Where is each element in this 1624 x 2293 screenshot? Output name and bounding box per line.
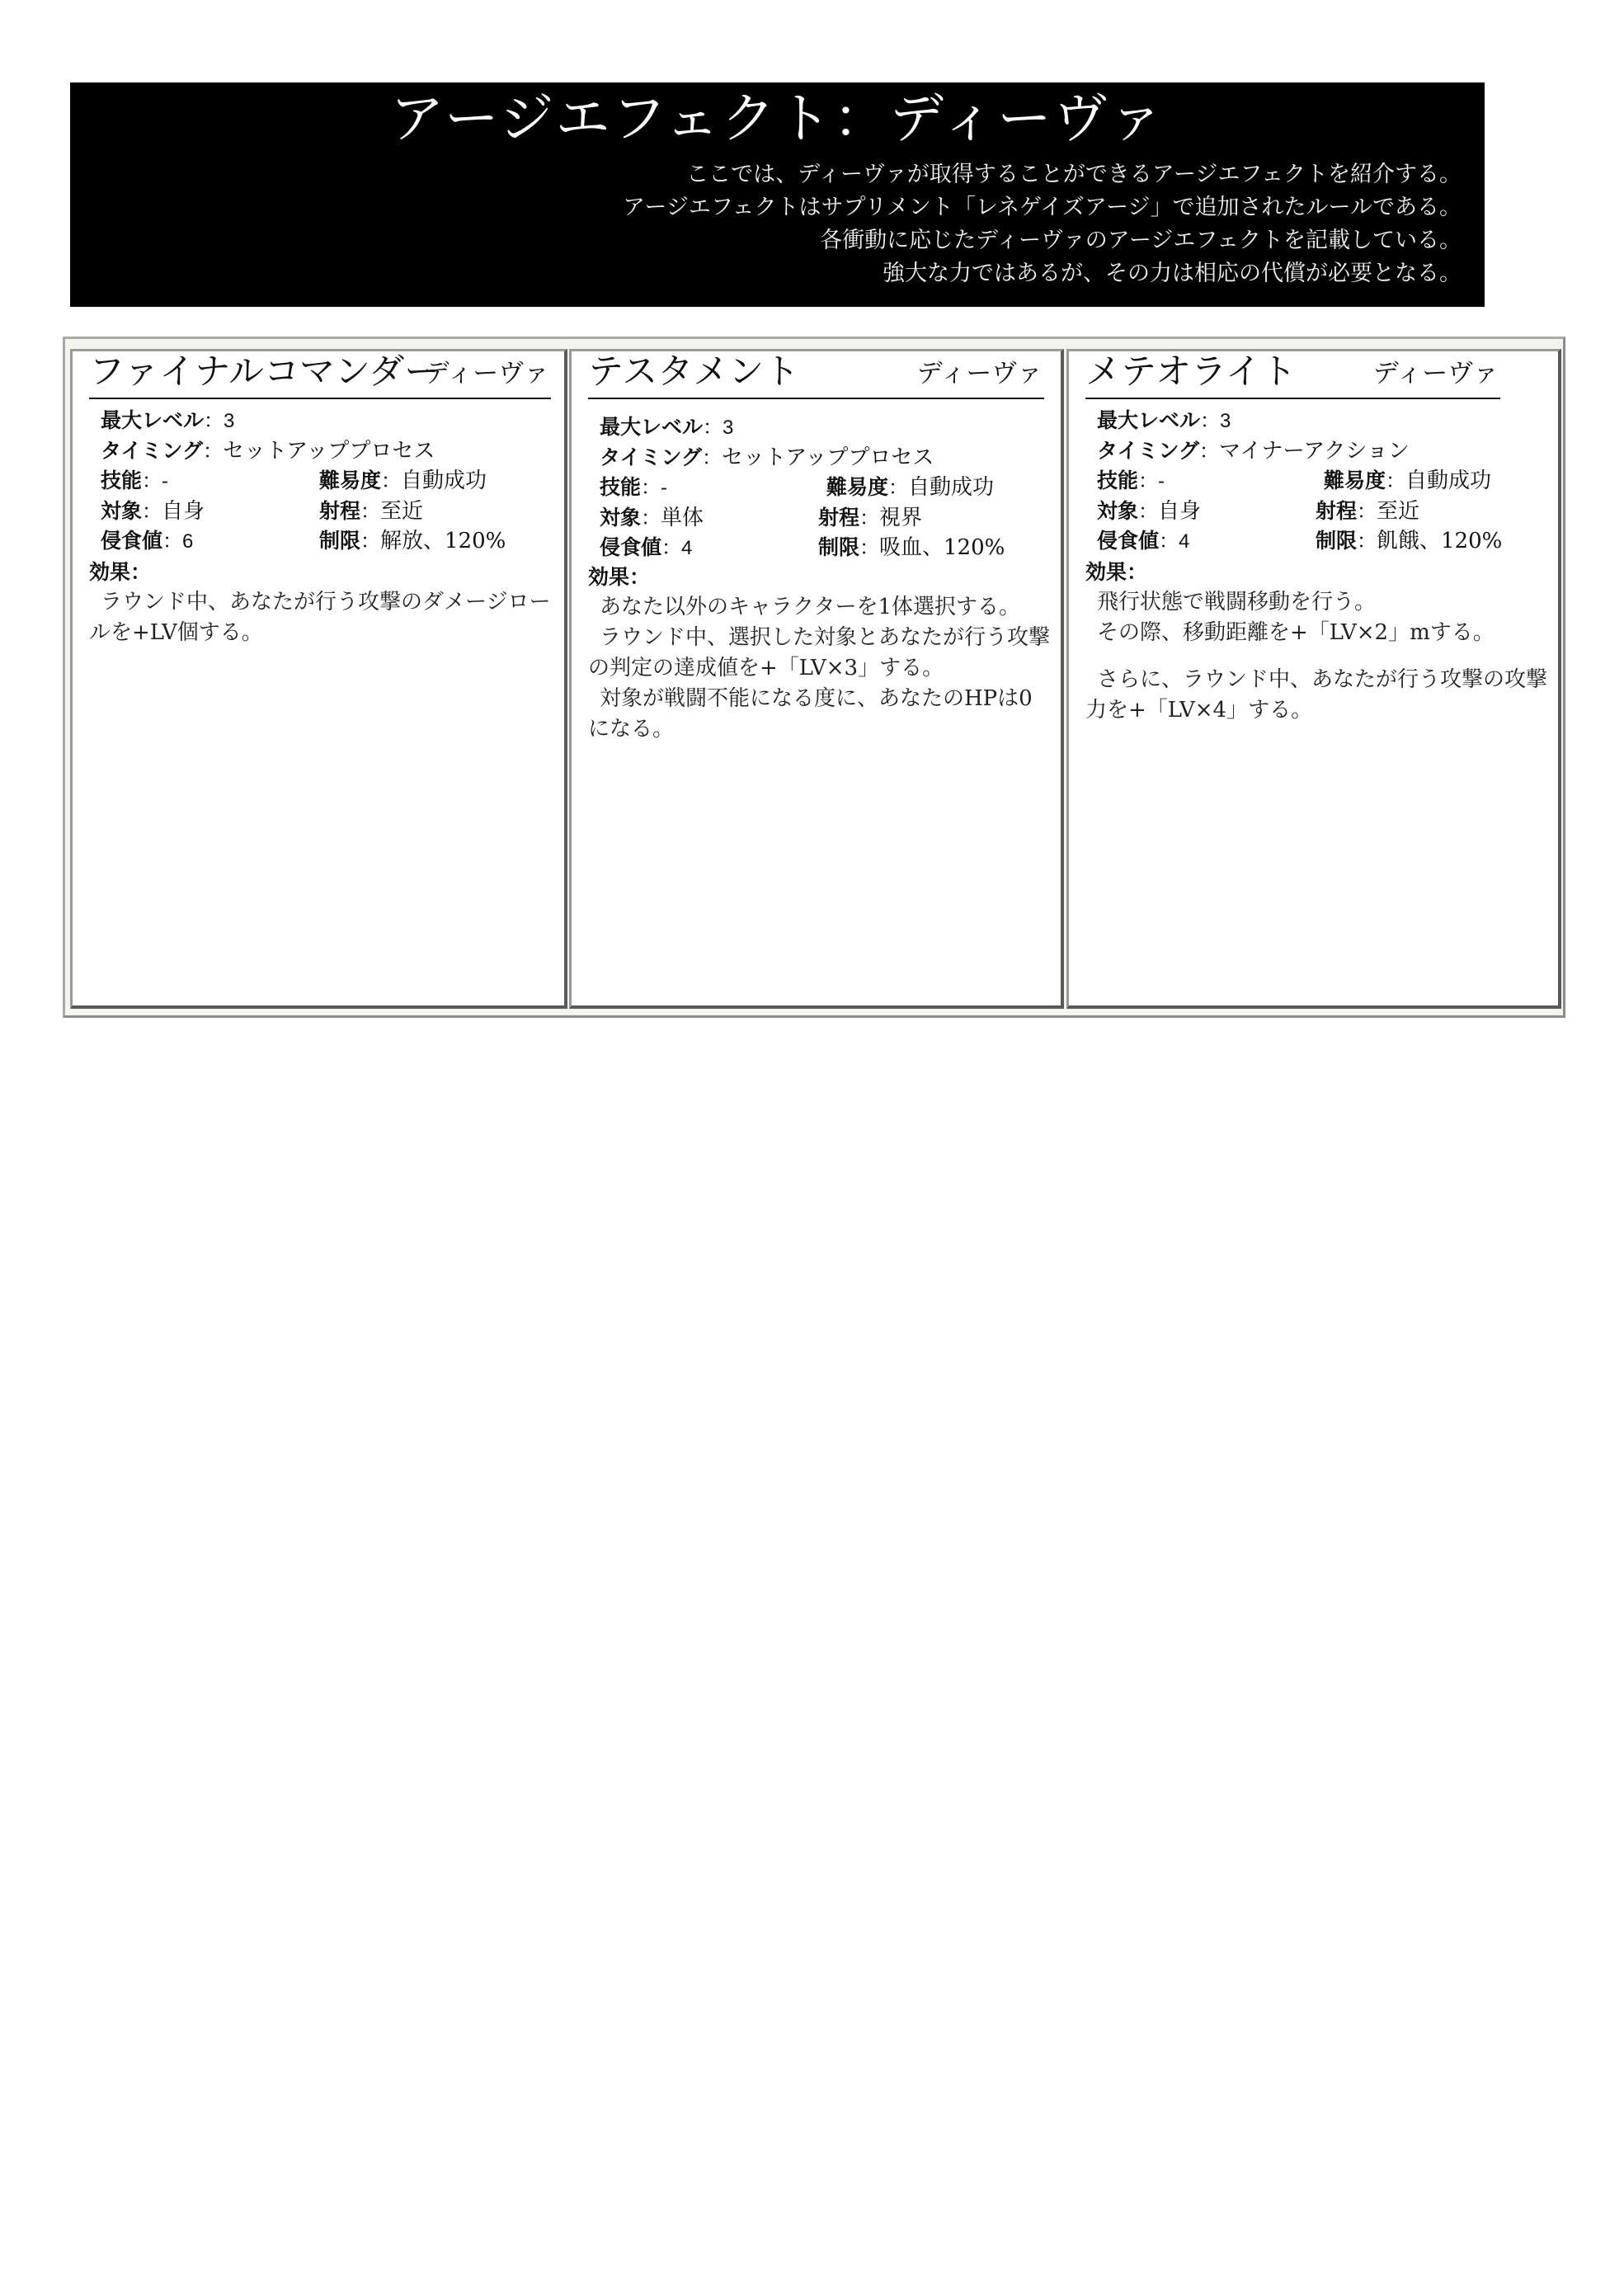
skill-label: 技能 <box>101 468 143 492</box>
range-value: 至近 <box>1377 498 1420 524</box>
separator: ： <box>1386 469 1406 492</box>
timing-label: タイミング <box>600 445 703 469</box>
max-level-label: 最大レベル <box>101 408 205 432</box>
difficulty-value: 自動成功 <box>401 468 487 493</box>
skill-value: - <box>162 470 169 492</box>
difficulty-value: 自動成功 <box>908 475 995 500</box>
limit-value: 飢餓、120% <box>1377 529 1503 553</box>
card-name: ファイナルコマンダー <box>89 351 440 393</box>
difficulty-label: 難易度 <box>319 468 382 492</box>
effect-line: 対象が戦闘不能になる度に、あなたのHPは0になる。 <box>588 686 1033 742</box>
timing-value: マイナーアクション <box>1219 438 1410 464</box>
intro-line: アージエフェクトはサプリメント「レネゲイズアージ」で追加されたルールである。 <box>623 195 1462 220</box>
effect-line: あなた以外のキャラクターを1体選択する。 <box>600 595 1021 619</box>
separator: ： <box>661 536 682 559</box>
effect-line: ラウンド中、選択した対象とあなたが行う攻撃の判定の達成値を+「LV×3」する。 <box>588 625 1051 680</box>
difficulty-value: 自動成功 <box>1405 468 1492 493</box>
card-stats <box>1097 406 1542 557</box>
effect-cards-table <box>63 337 1565 1018</box>
timing-label: タイミング <box>101 438 204 463</box>
target-value: 単体 <box>661 505 704 530</box>
limit-value: 吸血、120% <box>879 535 1005 560</box>
erosion-value: 6 <box>182 530 194 553</box>
range-label: 射程 <box>319 498 361 523</box>
effect-line: 飛行状態で戦闘移動を行う。 <box>1097 590 1377 614</box>
max-level-value: 3 <box>723 417 734 439</box>
skill-value: - <box>1158 470 1165 492</box>
effect-line: ラウンド中、あなたが行う攻撃のダメージロールを+LV個する。 <box>89 590 551 645</box>
effect-text <box>89 587 551 648</box>
separator: ： <box>203 439 224 463</box>
separator: ： <box>381 469 402 492</box>
separator: ： <box>859 506 880 530</box>
effect-spacer <box>1085 648 1547 665</box>
card-header <box>588 348 1044 399</box>
separator: ： <box>142 469 162 492</box>
limit-value: 解放、120% <box>380 529 506 553</box>
effect-label: 効果： <box>588 565 651 589</box>
effect-text <box>1085 587 1547 726</box>
card-class: ディーヴァ <box>916 359 1043 388</box>
target-label: 対象 <box>600 505 642 530</box>
max-level-value: 3 <box>1220 410 1231 432</box>
effect-card-testament <box>569 349 1064 1009</box>
card-stats <box>101 406 546 557</box>
erosion-label: 侵食値 <box>1097 529 1160 553</box>
effect-card-final-commander <box>70 349 567 1009</box>
range-value: 至近 <box>380 498 424 524</box>
page-title: アージエフェクト：ディーヴァ <box>389 87 1165 150</box>
skill-label: 技能 <box>600 475 642 499</box>
card-stats <box>600 412 1045 563</box>
effect-label: 効果： <box>1085 560 1148 584</box>
erosion-label: 侵食値 <box>600 535 662 559</box>
max-level-value: 3 <box>224 410 235 432</box>
range-label: 射程 <box>818 505 860 530</box>
skill-label: 技能 <box>1097 468 1139 492</box>
limit-label: 制限 <box>1316 529 1358 553</box>
separator: ： <box>162 530 183 553</box>
card-name: メテオライト <box>1085 351 1297 393</box>
intro-line: ここでは、ディーヴァが取得することができるアージエフェクトを紹介する。 <box>686 162 1462 187</box>
separator: ： <box>204 409 224 432</box>
effect-card-meteorite <box>1066 349 1561 1009</box>
limit-label: 制限 <box>818 535 860 559</box>
separator: ： <box>703 416 723 439</box>
timing-value: セットアッププロセス <box>223 438 435 464</box>
effect-line: さらに、ラウンド中、あなたが行う攻撃の攻撃力を+「LV×4」する。 <box>1085 667 1548 723</box>
target-value: 自身 <box>1158 498 1202 524</box>
effect-text <box>588 592 1050 745</box>
separator: ： <box>1138 469 1159 492</box>
separator: ： <box>1357 530 1377 553</box>
separator: ： <box>142 499 162 523</box>
separator: ： <box>360 530 381 553</box>
timing-label: タイミング <box>1097 438 1200 463</box>
range-label: 射程 <box>1316 498 1358 523</box>
max-level-label: 最大レベル <box>1097 408 1201 432</box>
intro-text <box>623 158 1462 290</box>
separator: ： <box>702 445 723 469</box>
separator: ： <box>1199 439 1220 463</box>
difficulty-label: 難易度 <box>826 475 889 499</box>
card-class: ディーヴァ <box>1372 359 1499 388</box>
difficulty-label: 難易度 <box>1324 468 1386 492</box>
timing-value: セットアッププロセス <box>722 445 934 470</box>
erosion-value: 4 <box>1179 530 1190 553</box>
intro-line: 強大な力ではあるが、その力は相応の代償が必要となる。 <box>883 261 1462 286</box>
card-header <box>1085 348 1500 399</box>
target-value: 自身 <box>162 498 205 524</box>
separator: ： <box>1357 499 1377 523</box>
page-header <box>70 82 1485 307</box>
effect-label: 効果： <box>89 560 152 584</box>
range-value: 視界 <box>879 505 923 530</box>
card-class: ディーヴァ <box>423 359 549 388</box>
separator: ： <box>641 476 661 499</box>
intro-line: 各衝動に応じたディーヴァのアージエフェクトを記載している。 <box>820 228 1462 253</box>
separator: ： <box>1200 409 1221 432</box>
separator: ： <box>1159 530 1179 553</box>
effect-line: その際、移動距離を+「LV×2」mする。 <box>1097 620 1495 645</box>
limit-label: 制限 <box>319 529 361 553</box>
max-level-label: 最大レベル <box>600 415 704 439</box>
separator: ： <box>360 499 381 523</box>
erosion-value: 4 <box>681 537 693 559</box>
skill-value: - <box>661 477 668 499</box>
card-name: テスタメント <box>588 351 800 393</box>
separator: ： <box>859 536 880 559</box>
target-label: 対象 <box>101 498 143 523</box>
separator: ： <box>641 506 661 530</box>
erosion-label: 侵食値 <box>101 529 163 553</box>
separator: ： <box>888 476 909 499</box>
card-header <box>89 348 551 399</box>
target-label: 対象 <box>1097 498 1139 523</box>
separator: ： <box>1138 499 1159 523</box>
